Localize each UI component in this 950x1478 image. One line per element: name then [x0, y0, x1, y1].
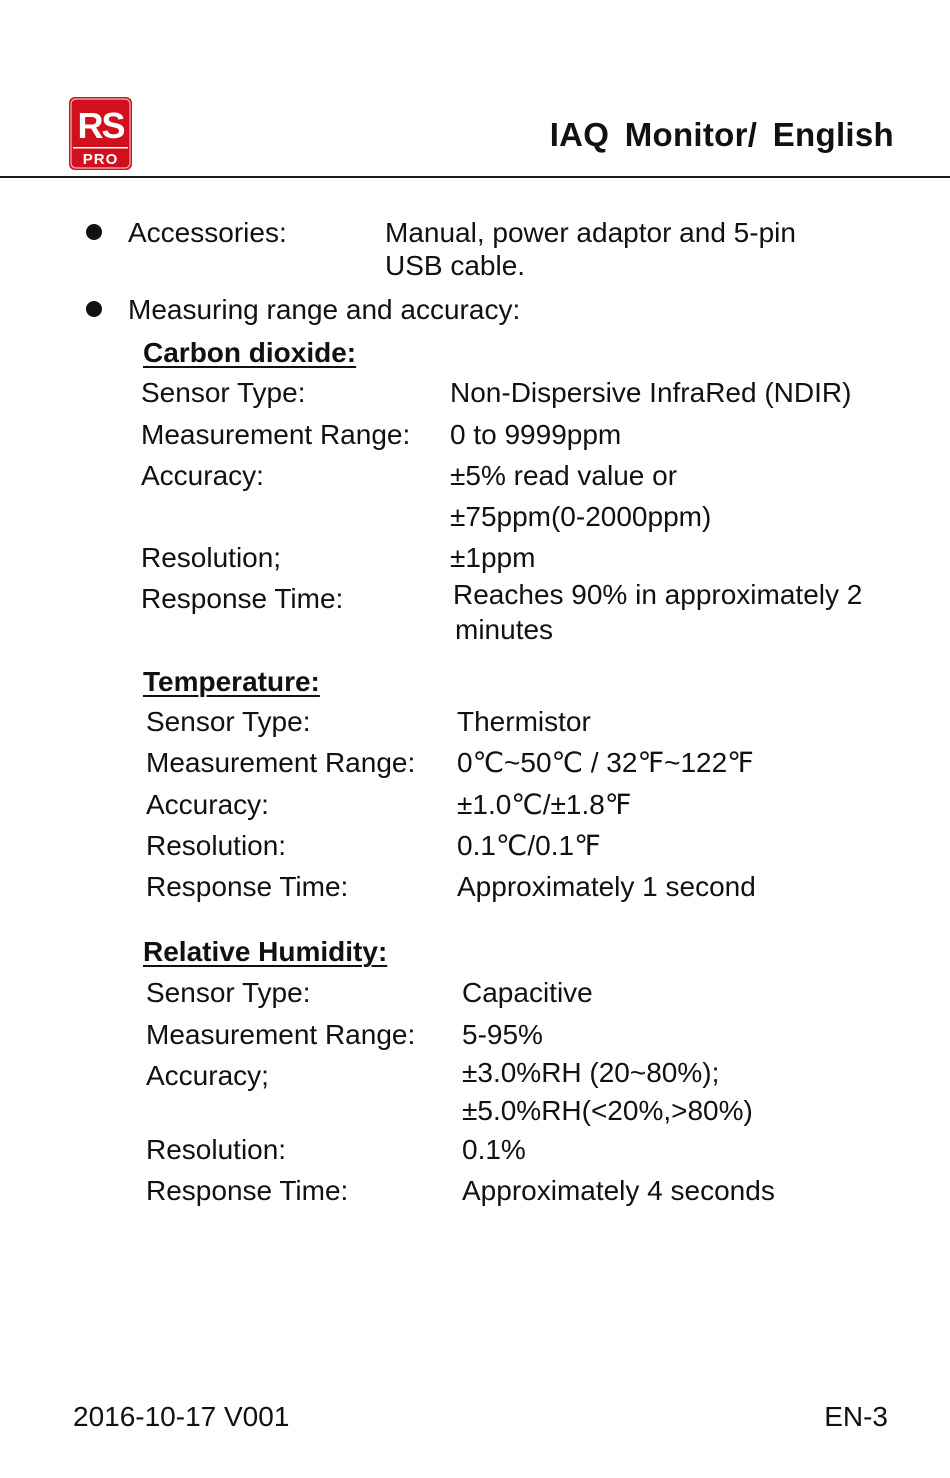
humidity-accuracy-value-line2: ±5.0%RH(<20%,>80%)	[462, 1095, 753, 1126]
accessories-value-line2: USB cable.	[385, 250, 526, 281]
temperature-resolution-value: 0.1℃/0.1℉	[457, 830, 601, 861]
document-title: IAQ Monitor/ English	[549, 116, 894, 153]
temperature-sensor-type-label: Sensor Type:	[146, 706, 311, 737]
co2-resolution-value: ±1ppm	[450, 542, 536, 573]
temperature-accuracy-value: ±1.0℃/±1.8℉	[457, 789, 632, 820]
footer-page-number: EN-3	[824, 1401, 888, 1432]
humidity-response-value: Approximately 4 seconds	[462, 1175, 775, 1206]
temperature-range-value: 0℃~50℃ / 32℉~122℉	[457, 747, 754, 778]
humidity-resolution-label: Resolution:	[146, 1134, 287, 1165]
co2-resolution-label: Resolution;	[141, 542, 282, 573]
temperature-sensor-type-value: Thermistor	[457, 706, 591, 737]
accessories-label: Accessories:	[128, 217, 287, 248]
measuring-label: Measuring range and accuracy:	[128, 294, 521, 325]
bullet-icon	[86, 224, 102, 240]
co2-sensor-type-value: Non-Dispersive InfraRed (NDIR)	[450, 377, 852, 408]
temperature-heading: Temperature:	[143, 666, 320, 697]
co2-heading: Carbon dioxide:	[143, 337, 357, 368]
co2-response-label: Response Time:	[141, 583, 344, 614]
rs-pro-logo	[69, 97, 132, 170]
temperature-response-label: Response Time:	[146, 871, 349, 902]
co2-accuracy-label: Accuracy:	[141, 460, 264, 491]
co2-range-value: 0 to 9999ppm	[450, 419, 622, 450]
temperature-resolution-label: Resolution:	[146, 830, 287, 861]
temperature-range-label: Measurement Range:	[146, 747, 416, 778]
footer-version: 2016-10-17 V001	[73, 1401, 290, 1432]
humidity-range-label: Measurement Range:	[146, 1019, 416, 1050]
humidity-accuracy-label: Accuracy;	[146, 1060, 269, 1091]
temperature-response-value: Approximately 1 second	[457, 871, 756, 902]
humidity-response-label: Response Time:	[146, 1175, 349, 1206]
humidity-heading: Relative Humidity:	[143, 936, 388, 967]
temperature-accuracy-label: Accuracy:	[146, 789, 269, 820]
co2-response-value-line2: minutes	[455, 614, 554, 645]
header-divider	[0, 176, 950, 178]
co2-sensor-type-label: Sensor Type:	[141, 377, 306, 408]
humidity-sensor-type-label: Sensor Type:	[146, 977, 311, 1008]
humidity-accuracy-value-line1: ±3.0%RH (20~80%);	[462, 1057, 720, 1088]
humidity-resolution-value: 0.1%	[462, 1134, 526, 1165]
bullet-icon	[86, 301, 102, 317]
svg-text:RS: RS	[77, 105, 124, 146]
co2-response-value-line1: Reaches 90% in approximately 2	[453, 579, 863, 610]
co2-accuracy-value-line1: ±5% read value or	[450, 460, 678, 491]
accessories-value-line1: Manual, power adaptor and 5-pin	[385, 217, 796, 248]
co2-range-label: Measurement Range:	[141, 419, 411, 450]
humidity-range-value: 5-95%	[462, 1019, 543, 1050]
humidity-sensor-type-value: Capacitive	[462, 977, 593, 1008]
svg-text:PRO: PRO	[82, 151, 119, 168]
co2-accuracy-value-line2: ±75ppm(0-2000ppm)	[450, 501, 712, 532]
